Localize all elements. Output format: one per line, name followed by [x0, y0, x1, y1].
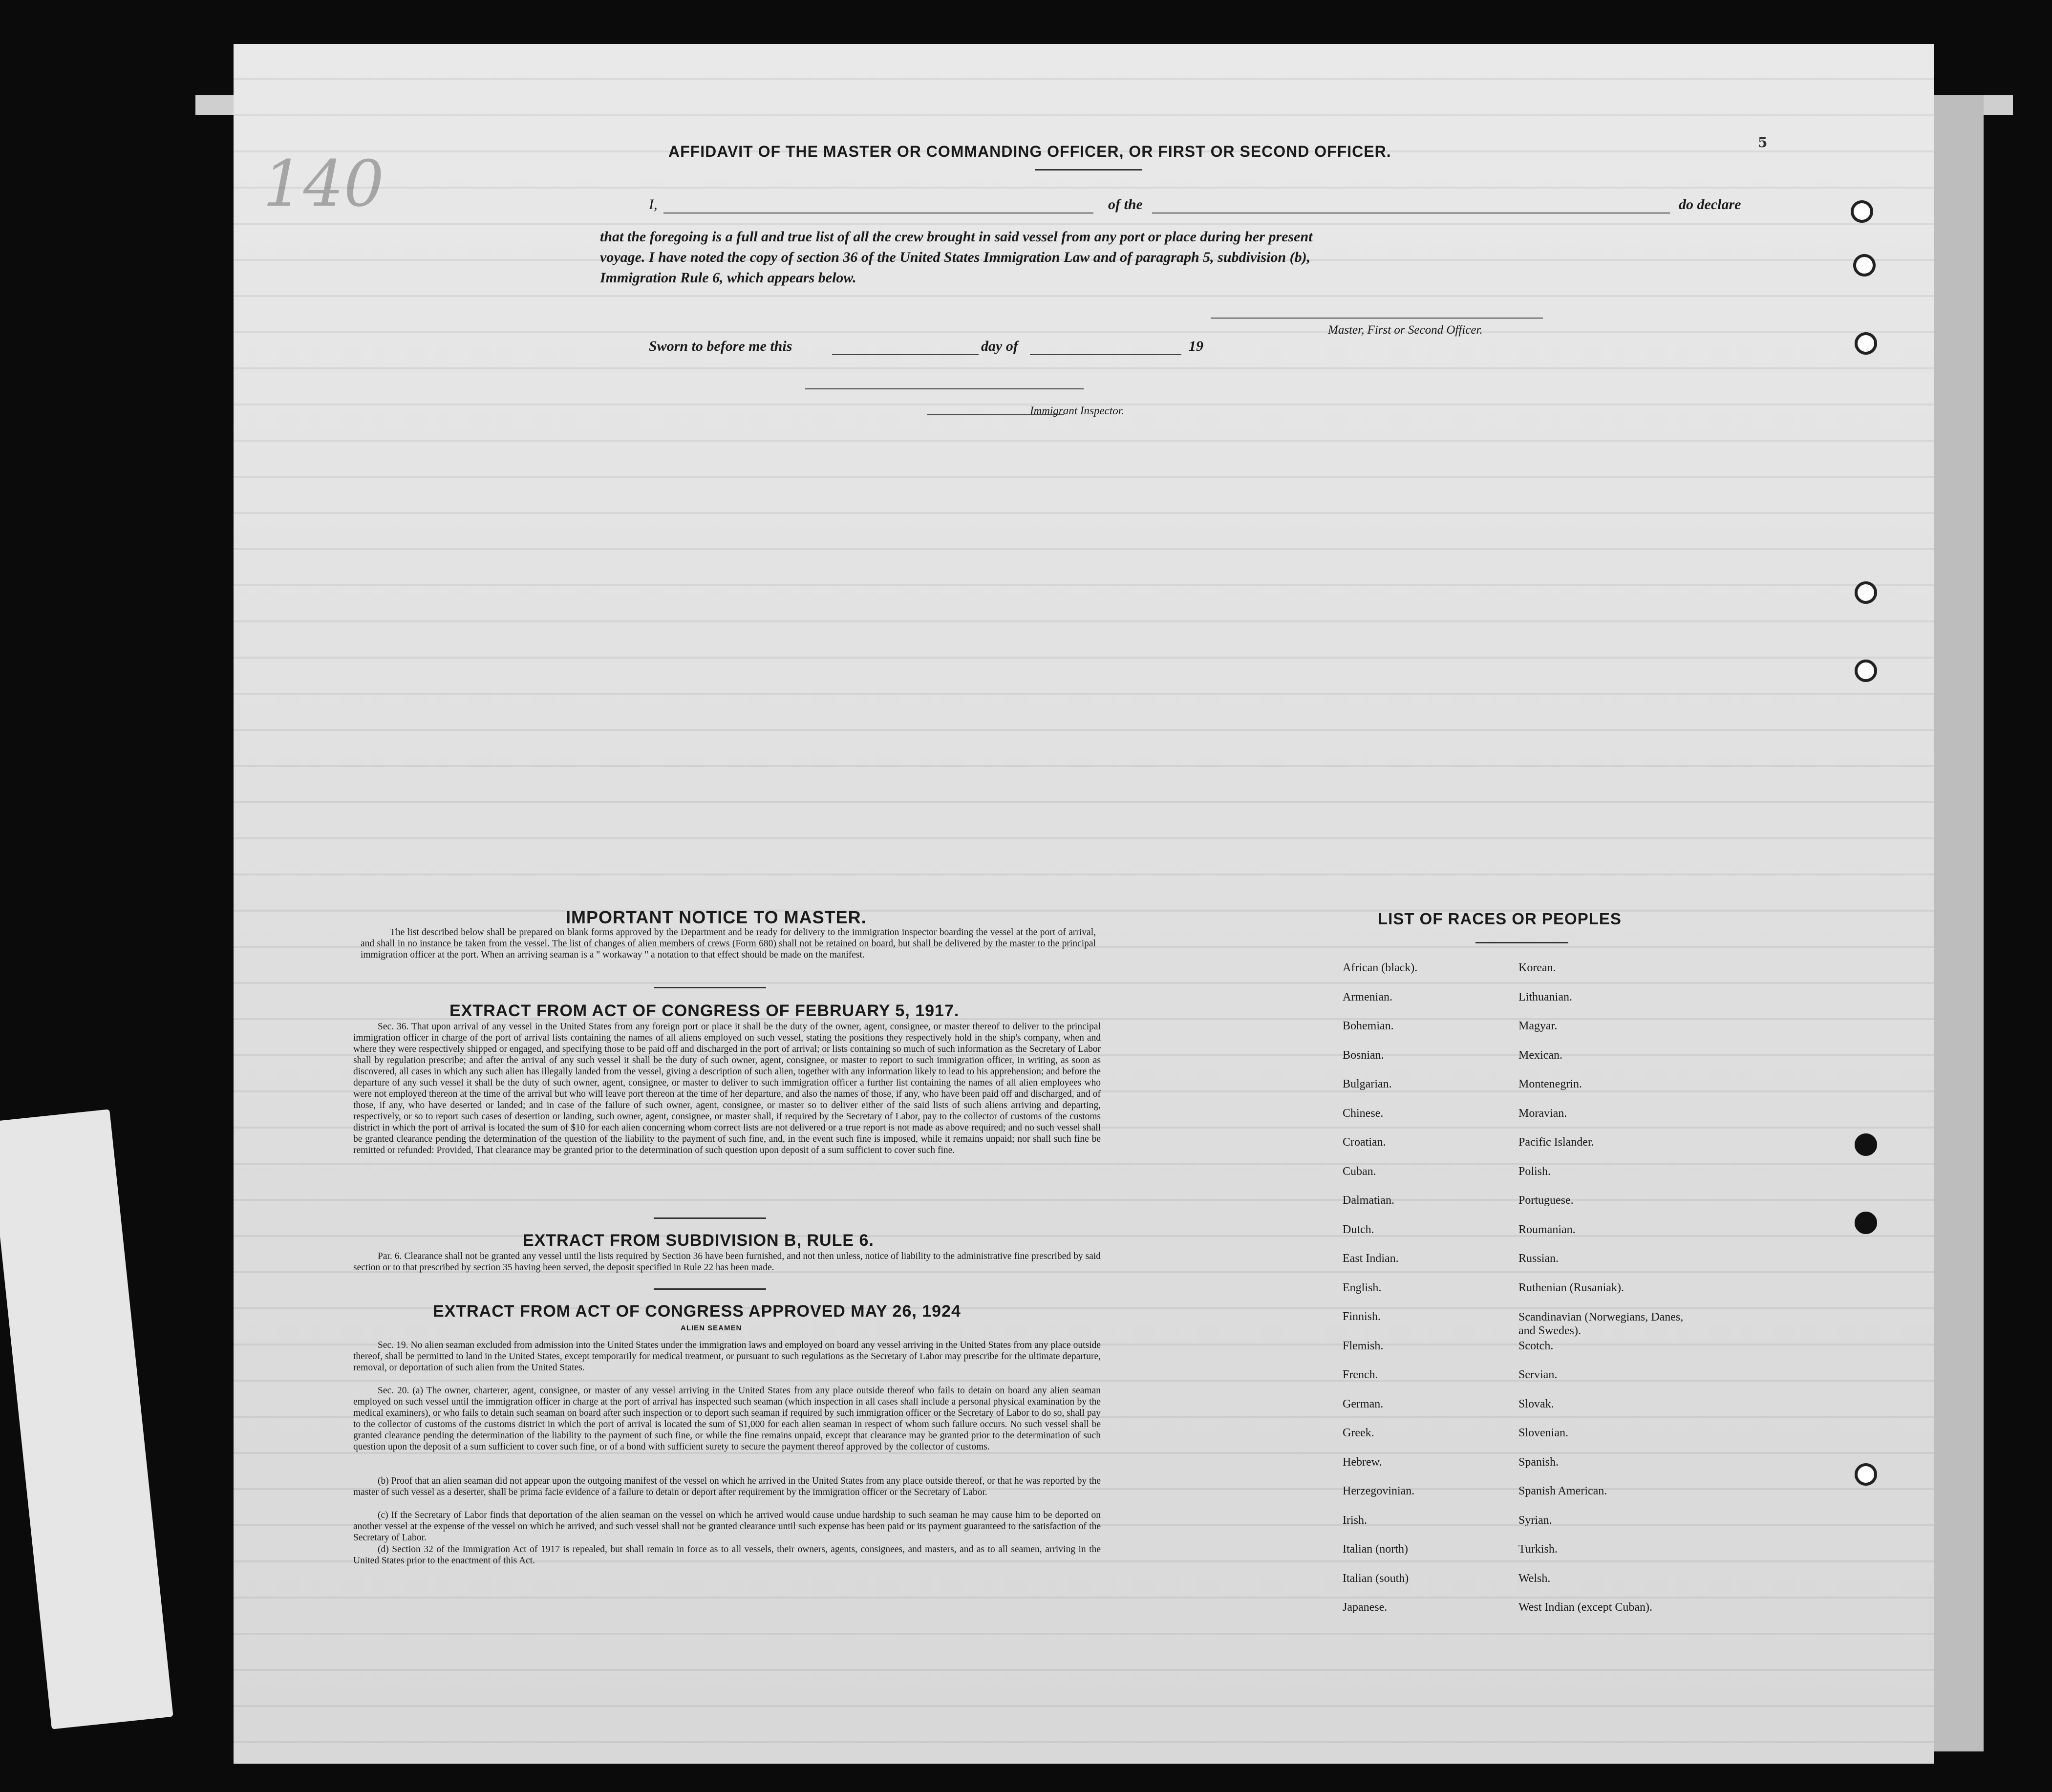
binder-hole — [1855, 1463, 1877, 1486]
race-item: Bohemian. — [1343, 1020, 1394, 1032]
race-item: Scandinavian (Norwegians, Danes, and Swedes). — [1518, 1311, 1684, 1337]
divider-3 — [654, 1288, 766, 1290]
race-item: Irish. — [1343, 1514, 1367, 1527]
races-column-2 — [1518, 961, 1694, 1630]
race-item: Bulgarian. — [1343, 1078, 1392, 1090]
race-item: Greek. — [1343, 1427, 1374, 1439]
divider-1 — [654, 987, 766, 988]
notice-title: IMPORTANT NOTICE TO MASTER. — [566, 907, 867, 927]
notice-body: The list described below shall be prepared on blank forms approved by the Department and be ready for delivery to the immigration inspector boarding the vessel at the port of arrival, and shall in no instance be taken from the vessel. The list of changes of alien members of crews (Form 680) shall not be retained on board, but shall be delivered by the master to the principal immigration officer at the port. When an arriving seaman is a " workaway " a notation to that effect should be made on the manifest. — [361, 927, 1096, 960]
extract-1924-sec20d: (d) Section 32 of the Immigration Act of 1917 is repealed, but shall remain in force as to all vessels, their owners, agents, consignees, and masters, and as to all seamen, arriving in the United States prior to the enactment of this Act. — [353, 1544, 1101, 1566]
race-item: English. — [1343, 1281, 1382, 1294]
corner-mark: 5 — [1758, 134, 1768, 150]
race-item: Herzegovinian. — [1343, 1485, 1415, 1497]
affidavit-do-declare: do declare — [1679, 196, 1741, 213]
affidavit-title: AFFIDAVIT OF THE MASTER OR COMMANDING OFFICER, OR FIRST OR SECOND OFFICER. — [668, 143, 1391, 160]
inspector-blank-1 — [805, 388, 1084, 389]
day-of-label: day of — [981, 338, 1018, 354]
race-item: Russian. — [1518, 1252, 1559, 1265]
inspector-label: Immigrant Inspector. — [1030, 405, 1124, 417]
race-item: German. — [1343, 1397, 1384, 1410]
races-title: LIST OF RACES OR PEOPLES — [1378, 910, 1622, 928]
race-item: Turkish. — [1518, 1543, 1558, 1556]
affidavit-title-underline — [1035, 169, 1142, 171]
races-title-underline — [1475, 942, 1568, 943]
race-item: Korean. — [1518, 961, 1556, 974]
race-item: Croatian. — [1343, 1136, 1386, 1149]
race-item: Slovenian. — [1518, 1427, 1568, 1439]
race-item: Scotch. — [1518, 1339, 1554, 1352]
race-item: Italian (south) — [1343, 1572, 1409, 1585]
binder-hole — [1855, 1133, 1877, 1156]
officer-label: Master, First or Second Officer. — [1328, 323, 1483, 337]
race-item: Bosnian. — [1343, 1048, 1384, 1062]
affidavit-line-4: Immigration Rule 6, which appears below. — [600, 270, 856, 286]
race-item: Finnish. — [1343, 1310, 1381, 1323]
race-item: Armenian. — [1343, 990, 1392, 1003]
race-item: Japanese. — [1343, 1601, 1388, 1614]
extract-1924-sec20c: (c) If the Secretary of Labor finds that deportation of the alien seaman on the vessel on which he arrived would cause undue hardship to such seaman he may cause him to be deported on another vessel at the expense of the vessel on which he arrived, and such vessel shall not be granted clearance until such expense has been paid or its payment guaranteed to the satisfaction of the Secretary of Labor. — [353, 1510, 1101, 1543]
race-item: Magyar. — [1518, 1020, 1558, 1032]
extract-1924-subtitle: ALIEN SEAMEN — [681, 1324, 742, 1332]
race-item: Dalmatian. — [1343, 1194, 1394, 1207]
affidavit-i-label: I, — [649, 196, 658, 213]
race-item: Hebrew. — [1343, 1455, 1382, 1469]
binder-hole — [1853, 254, 1876, 277]
extract-1924-sec20b: (b) Proof that an alien seaman did not appear upon the outgoing manifest of the vessel on which he arrived in the United States from any place outside thereof, or that he was reported by the master of such vessel as a deserter, shall be prima facie evidence of a failure to detain or deport after requirement by the immigration officer or the Secretary of Labor. — [353, 1476, 1101, 1497]
race-item: West Indian (except Cuban). — [1518, 1601, 1652, 1614]
race-item: African (black). — [1343, 961, 1418, 974]
race-item: Polish. — [1518, 1165, 1551, 1178]
race-item: Pacific Islander. — [1518, 1136, 1594, 1149]
race-item: Montenegrin. — [1518, 1078, 1582, 1090]
race-item: Welsh. — [1518, 1572, 1551, 1585]
race-item: Roumanian. — [1518, 1223, 1576, 1236]
binder-hole — [1851, 200, 1873, 223]
extract-1924-sec20a: Sec. 20. (a) The owner, charterer, agent, consignee, or master of any vessel arriving in the United States from any place outside thereof who fails to detain on board any alien seaman employed on such vessel until the immigration officer in charge at the port of arrival has inspected such seaman (which inspection in all cases shall include a personal physical examination by the medical examiners), or who fails to detain such seaman on board after such inspection or to deport such seaman if required by such immigration officer or the Secretary of Labor to do so, shall pay to the collector of customs of the customs district in which the port of arrival is located the sum of $1,000 for each alien seaman in respect of whom such failure occurs. No such vessel shall be granted clearance pending the determination of the liability to the payment of such fine, or while the fine remains unpaid, except that clearance may be granted prior to the determination of such question upon the deposit of a sum sufficient to cover such fine, or of a bond with sufficient surety to secure the payment thereof approved by the collector of customs. — [353, 1386, 1101, 1452]
sworn-day-blank — [832, 354, 979, 355]
race-item: Moravian. — [1518, 1107, 1567, 1120]
race-item: Syrian. — [1518, 1514, 1552, 1527]
race-item: Lithuanian. — [1518, 990, 1572, 1003]
binder-hole — [1855, 660, 1877, 682]
race-item: Cuban. — [1343, 1165, 1376, 1178]
race-item: Portuguese. — [1518, 1194, 1574, 1207]
binder-hole — [1855, 1212, 1877, 1234]
race-item: Servian. — [1518, 1368, 1558, 1381]
affidavit-line-3: voyage. I have noted the copy of section 36 of the United States Immigration Law and of paragraph 5, subdivision (b), — [600, 249, 1311, 265]
race-item: East Indian. — [1343, 1252, 1399, 1265]
affidavit-line-2: that the foregoing is a full and true list of all the crew brought in said vessel from any port or place during her present — [600, 229, 1313, 245]
race-item: Slovak. — [1518, 1397, 1554, 1410]
race-item: Spanish. — [1518, 1455, 1559, 1469]
divider-2 — [654, 1217, 766, 1219]
year-label: 19 — [1189, 338, 1203, 354]
extract-rule6-title: EXTRACT FROM SUBDIVISION B, RULE 6. — [523, 1231, 874, 1250]
race-item: Spanish American. — [1518, 1485, 1607, 1497]
extract-rule6-body: Par. 6. Clearance shall not be granted any vessel until the lists required by Section 36 have been furnished, and not then unless, notice of liability to the administrative fine prescribed by said section or to that prescribed by section 35 having been served, the deposit specified in Rule 22 has been made. — [353, 1251, 1101, 1273]
binder-hole — [1855, 581, 1877, 604]
extract-1924-sec19: Sec. 19. No alien seaman excluded from admission into the United States under the immigration laws and employed on board any vessel arriving in the United States from any place outside thereof, shall be permitted to land in the United States, except temporarily for medical treatment, or pursuant to such regulations as the Secretary of Labor may prescribe for the ultimate departure, removal, or deportation of such alien from the United States. — [353, 1340, 1101, 1373]
extract-1917-title: EXTRACT FROM ACT OF CONGRESS OF FEBRUARY 5, 1917. — [449, 1002, 960, 1020]
sworn-label: Sworn to before me this — [649, 338, 792, 354]
handwritten-page-number: 140 — [263, 147, 385, 221]
race-item: Mexican. — [1518, 1048, 1562, 1062]
back-sheet-edge-right — [1930, 95, 1984, 1751]
binder-hole — [1855, 332, 1877, 355]
extract-1924-title: EXTRACT FROM ACT OF CONGRESS APPROVED MAY 26, 1924 — [433, 1302, 961, 1321]
race-item: Italian (north) — [1343, 1543, 1408, 1556]
race-item: Ruthenian (Rusaniak). — [1518, 1281, 1624, 1294]
race-item: Flemish. — [1343, 1339, 1384, 1352]
race-item: French. — [1343, 1368, 1378, 1381]
races-column-1 — [1343, 961, 1417, 1630]
race-item: Dutch. — [1343, 1223, 1374, 1236]
affidavit-of-the: of the — [1108, 196, 1143, 213]
officer-signature-blank — [1211, 318, 1543, 319]
extract-1917-body: Sec. 36. That upon arrival of any vessel in the United States from any foreign port or place it shall be the duty of the owner, agent, consignee, or master thereof to deliver to the principal immigration officer in charge of the port of arrival lists containing the names of all aliens employed on such vessel, stating the positions they respectively hold in the ship's company, when and where they were respectively shipped or engaged, and specifying those to be paid off and discharged in the port of arrival; or lists containing so much of such information as the Secretary of Labor shall by regulation prescribe; and after the arrival of any such vessel it shall be the duty of such owner, agent, consignee, or master to report to such immigration officer, in writing, as soon as discovered, all cases in which any such alien has illegally landed from the vessel, giving a description of such alien, together with any information likely to lead to his apprehension; and before the departure of any such vessel it shall be the duty of such owner, agent, consignee, or master to deliver to such immigration officer a further list containing the names of all alien employees who were not employed thereon at the time of the arrival but who will leave port thereon at the time of her departure, and also the names of those, if any, who have been paid off and discharged, and of those, if any, who have deserted or landed; and in case of the failure of such owner, agent, consignee, or master so to deliver either of the said lists of such aliens arriving and departing, respectively, or so to report such cases of desertion or landing, such owner, agent, consignee, or master shall, if required by the Secretary of Labor, pay to the collector of customs of the customs district in which the port of arrival is located the sum of $10 for each alien concerning whom correct lists are not delivered or a true report is not made as above required; and no such vessel shall be granted clearance pending the determination of the question of the liability to the payment of such fine, and, in the event such fine is imposed, while it remains unpaid; nor shall such fine be remitted or refunded: Provided, That clearance may be granted prior to the determination of such question upon deposit of a sum sufficient to cover such fine. — [353, 1022, 1101, 1155]
manifest-page — [234, 44, 1934, 1764]
left-paper-scrap — [0, 1109, 173, 1729]
race-item: Chinese. — [1343, 1107, 1384, 1120]
sworn-month-blank — [1030, 354, 1181, 355]
